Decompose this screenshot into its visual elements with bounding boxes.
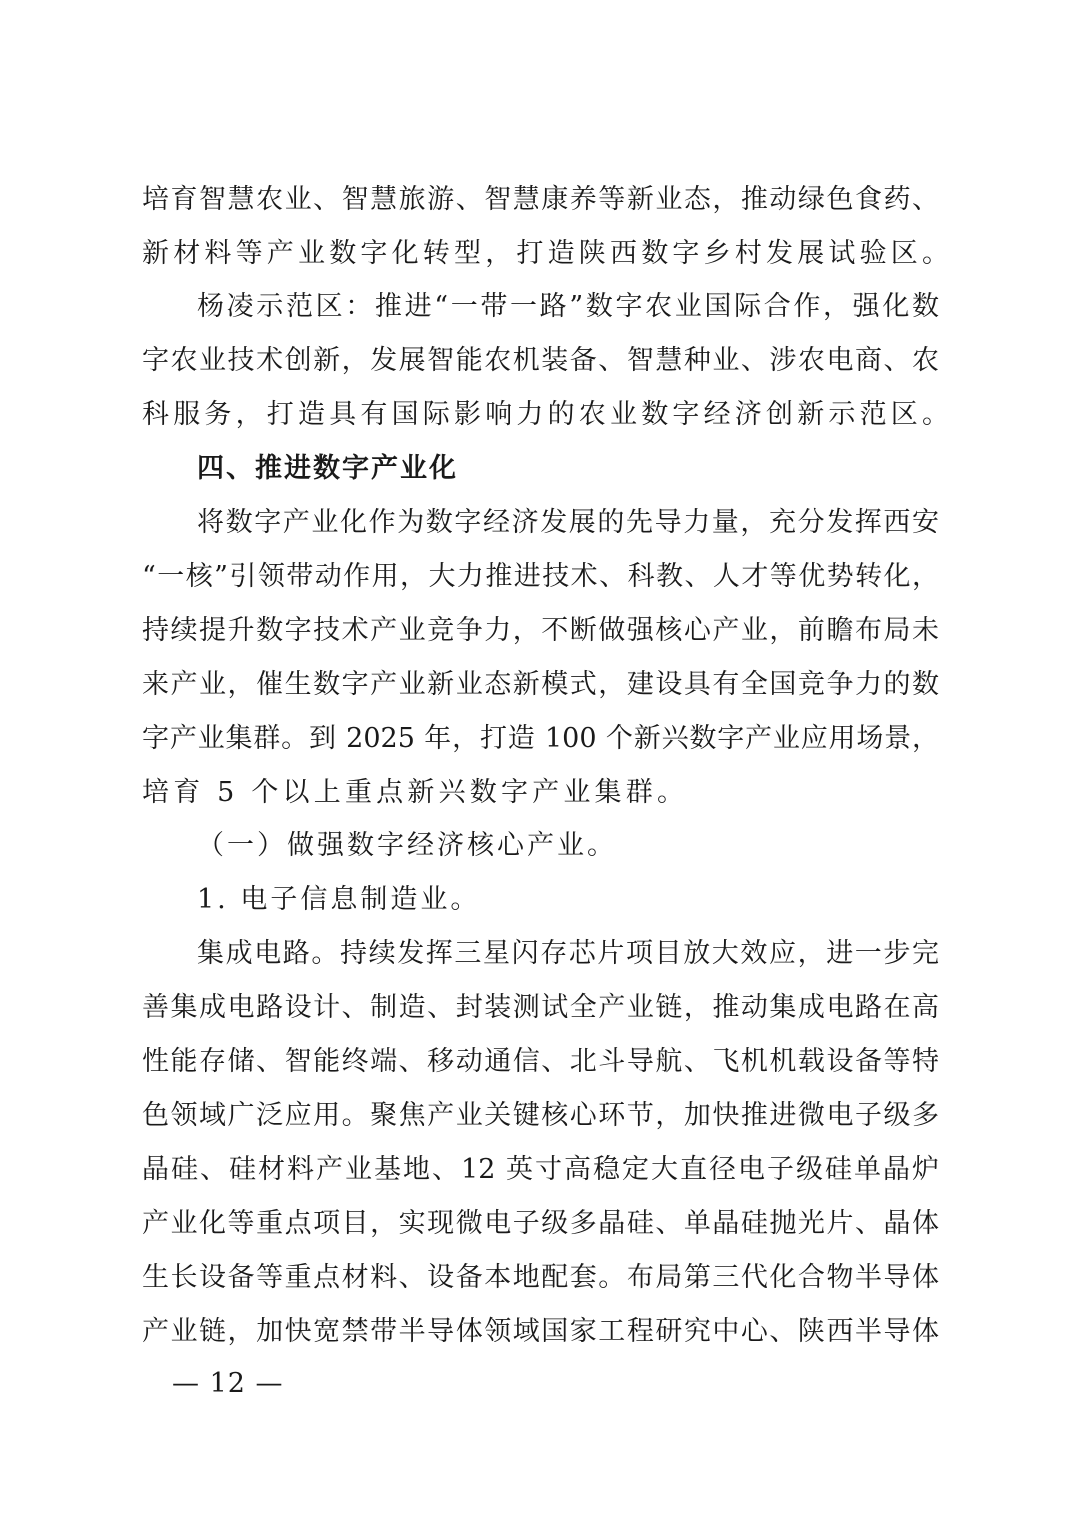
text-line: 来产业，催生数字产业新业态新模式，建设具有全国竞争力的数 bbox=[142, 669, 939, 700]
text-line: 杨凌示范区：推进“一带一路”数字农业国际合作，强化数 bbox=[197, 291, 939, 322]
item-heading: 1. 电子信息制造业。 bbox=[197, 884, 481, 915]
text-line: 善集成电路设计、制造、封装测试全产业链，推动集成电路在高 bbox=[142, 992, 939, 1023]
text-line: “一核”引领带动作用，大力推进技术、科教、人才等优势转化， bbox=[142, 561, 939, 592]
text-line: 新材料等产业数字化转型，打造陕西数字乡村发展试验区。 bbox=[142, 238, 954, 269]
text-line: 产业化等重点项目，实现微电子级多晶硅、单晶硅抛光片、晶体 bbox=[142, 1208, 939, 1239]
section-heading: 四、推进数字产业化 bbox=[197, 453, 458, 484]
text-line: 晶硅、硅材料产业基地、12 英寸高稳定大直径电子级硅单晶炉 bbox=[142, 1154, 939, 1185]
text-line: 科服务，打造具有国际影响力的农业数字经济创新示范区。 bbox=[142, 399, 954, 430]
text-line: 生长设备等重点材料、设备本地配套。布局第三代化合物半导体 bbox=[142, 1262, 939, 1293]
page-number: — 12 — bbox=[172, 1368, 284, 1399]
text-line: 色领域广泛应用。聚焦产业关键核心环节，加快推进微电子级多 bbox=[142, 1100, 939, 1131]
text-line: 产业链，加快宽禁带半导体领域国家工程研究中心、陕西半导体 bbox=[142, 1316, 939, 1347]
text-line: 字产业集群。到 2025 年，打造 100 个新兴数字产业应用场景， bbox=[142, 723, 939, 754]
text-line: 性能存储、智能终端、移动通信、北斗导航、飞机机载设备等特 bbox=[142, 1046, 939, 1077]
text-line: 培育 5 个以上重点新兴数字产业集群。 bbox=[142, 777, 689, 808]
text-line: 集成电路。持续发挥三星闪存芯片项目放大效应，进一步完 bbox=[197, 938, 939, 969]
text-line: 将数字产业化作为数字经济发展的先导力量，充分发挥西安 bbox=[197, 507, 939, 538]
subsection-heading: （一）做强数字经济核心产业。 bbox=[197, 830, 617, 861]
text-line: 培育智慧农业、智慧旅游、智慧康养等新业态，推动绿色食药、 bbox=[142, 184, 939, 215]
text-line: 持续提升数字技术产业竞争力，不断做强核心产业，前瞻布局未 bbox=[142, 615, 939, 646]
text-line: 字农业技术创新，发展智能农机装备、智慧种业、涉农电商、农 bbox=[142, 345, 939, 376]
